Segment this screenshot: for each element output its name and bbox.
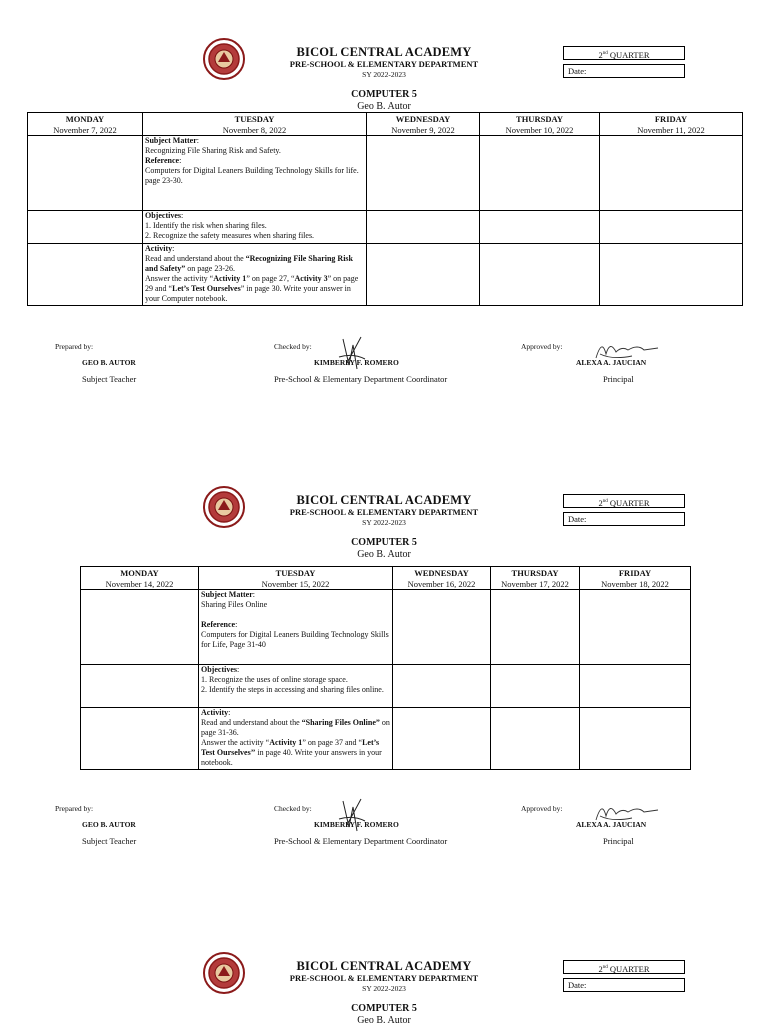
checked-by-role: Pre-School & Elementary Department Coordinator [274,836,448,846]
prepared-by-label: Prepared by: [55,804,94,813]
day-header-friday: FRIDAY November 18, 2022 [580,567,691,590]
day-header-friday: FRIDAY November 11, 2022 [600,113,743,136]
checked-by-label: Checked by: [274,342,312,351]
day-header-wednesday: WEDNESDAY November 9, 2022 [367,113,480,136]
school-name: BICOL CENTRAL ACADEMY [296,45,472,59]
checked-by-label: Checked by: [274,804,312,813]
approved-by-label: Approved by: [521,804,563,813]
school-year: SY 2022-2023 [362,518,406,527]
checked-by-name: KIMBERLY F. ROMERO [314,820,399,829]
school-year: SY 2022-2023 [362,70,406,79]
date-field[interactable]: Date: [563,64,685,78]
teacher-name: Geo B. Autor [357,549,411,560]
school-year: SY 2022-2023 [362,984,406,993]
date-field[interactable]: Date: [563,978,685,992]
checked-by-name: KIMBERLY F. ROMERO [314,358,399,367]
quarter-box: 2nd QUARTER [563,494,685,508]
department-name: PRE-SCHOOL & ELEMENTARY DEPARTMENT [289,973,479,983]
approved-by-name: ALEXA A. JAUCIAN [576,820,647,829]
approved-by-label: Approved by: [521,342,563,351]
checked-signature-icon [335,797,371,835]
teacher-name: Geo B. Autor [357,1015,411,1026]
day-header-monday: MONDAY November 14, 2022 [81,567,199,590]
subject-matter-cell: Subject Matter: Sharing Files Online Reference: Computers for Digital Leaners Building Technology Skills for Life, Page 31-40 [199,590,393,665]
day-header-tuesday: TUESDAY November 8, 2022 [143,113,367,136]
approved-by-role: Principal [603,374,634,384]
weekly-plan-table [80,566,691,770]
school-name: BICOL CENTRAL ACADEMY [296,959,472,973]
prepared-by-name: GEO B. AUTOR [82,820,136,829]
activity-cell: Activity: Read and understand about the “Recognizing File Sharing Risk and Safety” on page 23-26. Answer the activity “Activity 1” on page 27, “Activity 3” on page 29 and “Let’s Test Ourselves” in page 30. Write your answer in your Computer notebook. [143,244,367,306]
day-header-thursday: THURSDAY November 10, 2022 [480,113,600,136]
prepared-by-role: Subject Teacher [82,836,137,846]
day-header-wednesday: WEDNESDAY November 16, 2022 [393,567,491,590]
school-name: BICOL CENTRAL ACADEMY [296,493,472,507]
prepared-by-role: Subject Teacher [82,374,137,384]
subject-title: COMPUTER 5 [351,537,417,548]
weekly-plan-table [27,112,743,306]
objectives-cell: Objectives: 1. Recognize the uses of online storage space. 2. Identify the steps in accessing and sharing files online. [199,665,393,708]
objectives-cell: Objectives: 1. Identify the risk when sharing files. 2. Recognize the safety measures when sharing files. [143,211,367,244]
subject-matter-cell: Subject Matter: Recognizing File Sharing Risk and Safety. Reference: Computers for Digital Leaners Building Technology Skills for life. page 23-30. [143,136,367,211]
day-header-monday: MONDAY November 7, 2022 [28,113,143,136]
date-field[interactable]: Date: [563,512,685,526]
checked-signature-icon [335,335,371,373]
prepared-by-label: Prepared by: [55,342,94,351]
teacher-name: Geo B. Autor [357,101,411,112]
quarter-box: 2nd QUARTER [563,960,685,974]
day-header-tuesday: TUESDAY November 15, 2022 [199,567,393,590]
activity-cell: Activity: Read and understand about the “Sharing Files Online” on page 31-36. Answer the activity “Activity 1” on page 37 and “Let’s Test Ourselves’’ in page 40. Write your answers in your notebook. [199,708,393,770]
approved-by-name: ALEXA A. JAUCIAN [576,358,647,367]
subject-title: COMPUTER 5 [351,89,417,100]
approved-by-role: Principal [603,836,634,846]
day-header-thursday: THURSDAY November 17, 2022 [491,567,580,590]
department-name: PRE-SCHOOL & ELEMENTARY DEPARTMENT [289,59,479,69]
subject-title: COMPUTER 5 [351,1003,417,1014]
quarter-box: 2nd QUARTER [563,46,685,60]
department-name: PRE-SCHOOL & ELEMENTARY DEPARTMENT [289,507,479,517]
checked-by-role: Pre-School & Elementary Department Coordinator [274,374,448,384]
prepared-by-name: GEO B. AUTOR [82,358,136,367]
